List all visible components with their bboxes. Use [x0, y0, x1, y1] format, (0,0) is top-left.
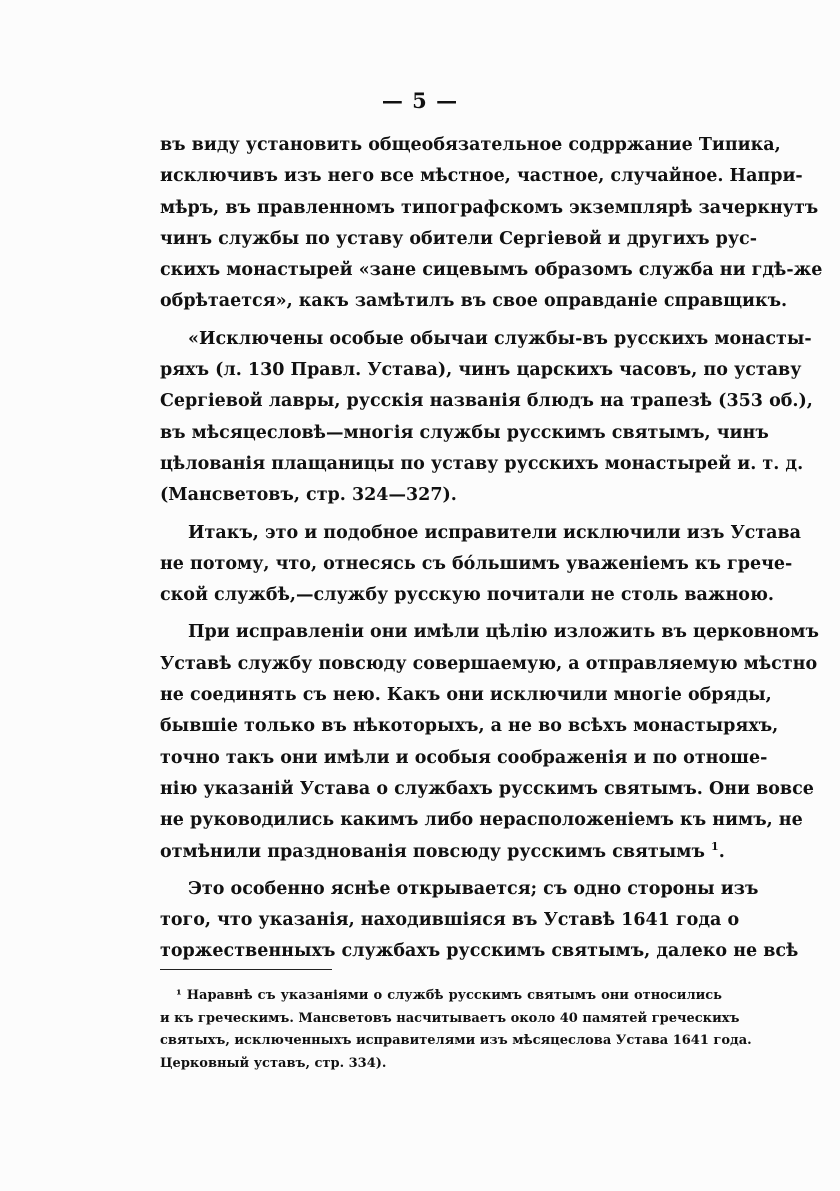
footnote-line: святыхъ, исключенныхъ исправителями изъ мѣсяцеслова Устава 1641 года. — [160, 1033, 752, 1048]
text-line: нію указаній Устава о службахъ русскимъ святымъ. Они вовсе — [160, 778, 814, 799]
text-line: чинъ службы по уставу обители Сергіевой и другихъ рус- — [160, 228, 757, 249]
text-line: точно такъ они имѣли и особыя соображенія и по отноше- — [160, 747, 768, 768]
text-line: ской службѣ,—службу русскую почитали не столь важною. — [160, 585, 775, 606]
main-text — [160, 130, 823, 968]
page-number: — 5 — — [381, 88, 459, 113]
text-line: (Мансветовъ, стр. 324—327). — [160, 485, 457, 506]
footnote-line: ¹ Наравнѣ съ указаніями о службѣ русскимъ святымъ они относились — [176, 988, 722, 1003]
text-line: Сергіевой лавры, русскія названія блюдъ на трапезѣ (353 об.), — [160, 391, 813, 412]
text-line: не потому, что, отнесясь съ бо́льшимъ уваженіемъ къ грече- — [160, 553, 793, 574]
footnote-line: Церковный уставъ, стр. 334). — [160, 1055, 387, 1071]
text-line: исключивъ изъ него все мѣстное, частное, случайное. Напри- — [160, 166, 803, 187]
footnote-reference[interactable]: 1 — [711, 839, 719, 853]
text-line: бывшіе только въ нѣкоторыхъ, а не во всѣхъ монастыряхъ, — [160, 716, 779, 737]
text-line-content: отмѣнили празднованія повсюду русскимъ святымъ — [160, 841, 705, 862]
text-line: отмѣнили празднованія повсюду русскимъ святымъ $^1$. — [160, 839, 725, 862]
text-line: не соединять съ нею. Какъ они исключили многіе обряды, — [160, 685, 772, 706]
text-line: Это особенно яснѣе открывается; съ одно стороны изъ — [188, 878, 759, 899]
text-line: При исправленіи они имѣли цѣлію изложить въ церковномъ — [188, 622, 819, 643]
text-line: Уставѣ службу повсюду совершаемую, а отправляемую мѣстно — [160, 653, 818, 674]
text-line: торжественныхъ службахъ русскимъ святымъ, далеко не всѣ — [160, 941, 799, 962]
text-line: обрѣтается», какъ замѣтилъ въ свое оправданіе справщикъ. — [160, 291, 788, 312]
text-line: того, что указанія, находившіяся въ Уставѣ 1641 года о — [160, 910, 740, 931]
text-line: мѣръ, въ правленномъ типографскомъ экземплярѣ зачеркнутъ — [160, 197, 819, 218]
text-line: Итакъ, это и подобное исправители исключили изъ Устава — [188, 522, 802, 543]
footnote-line: и къ греческимъ. Мансветовъ насчитываетъ около 40 памятей греческихъ — [160, 1010, 740, 1026]
text-line: ряхъ (л. 130 Правл. Устава), чинъ царскихъ часовъ, по уставу — [160, 360, 802, 381]
text-line: не руководились какимъ либо нерасположеніемъ къ нимъ, не — [160, 810, 803, 831]
text-line: цѣлованія плащаницы по уставу русскихъ монастырей и. т. д. — [160, 453, 804, 474]
footnote-block — [160, 985, 752, 1075]
text-line: скихъ монастырей «зане сицевымъ образомъ служба ни гдѣ-же — [160, 260, 823, 281]
text-line: въ мѣсяцесловѣ—многія службы русскимъ святымъ, чинъ — [160, 422, 769, 443]
text-line: въ виду установить общеобязательное содрржание Типика, — [160, 135, 781, 155]
footnote-divider — [160, 969, 332, 970]
text-line: «Исключены особые обычаи службы-въ русскихъ монасты- — [188, 328, 812, 349]
